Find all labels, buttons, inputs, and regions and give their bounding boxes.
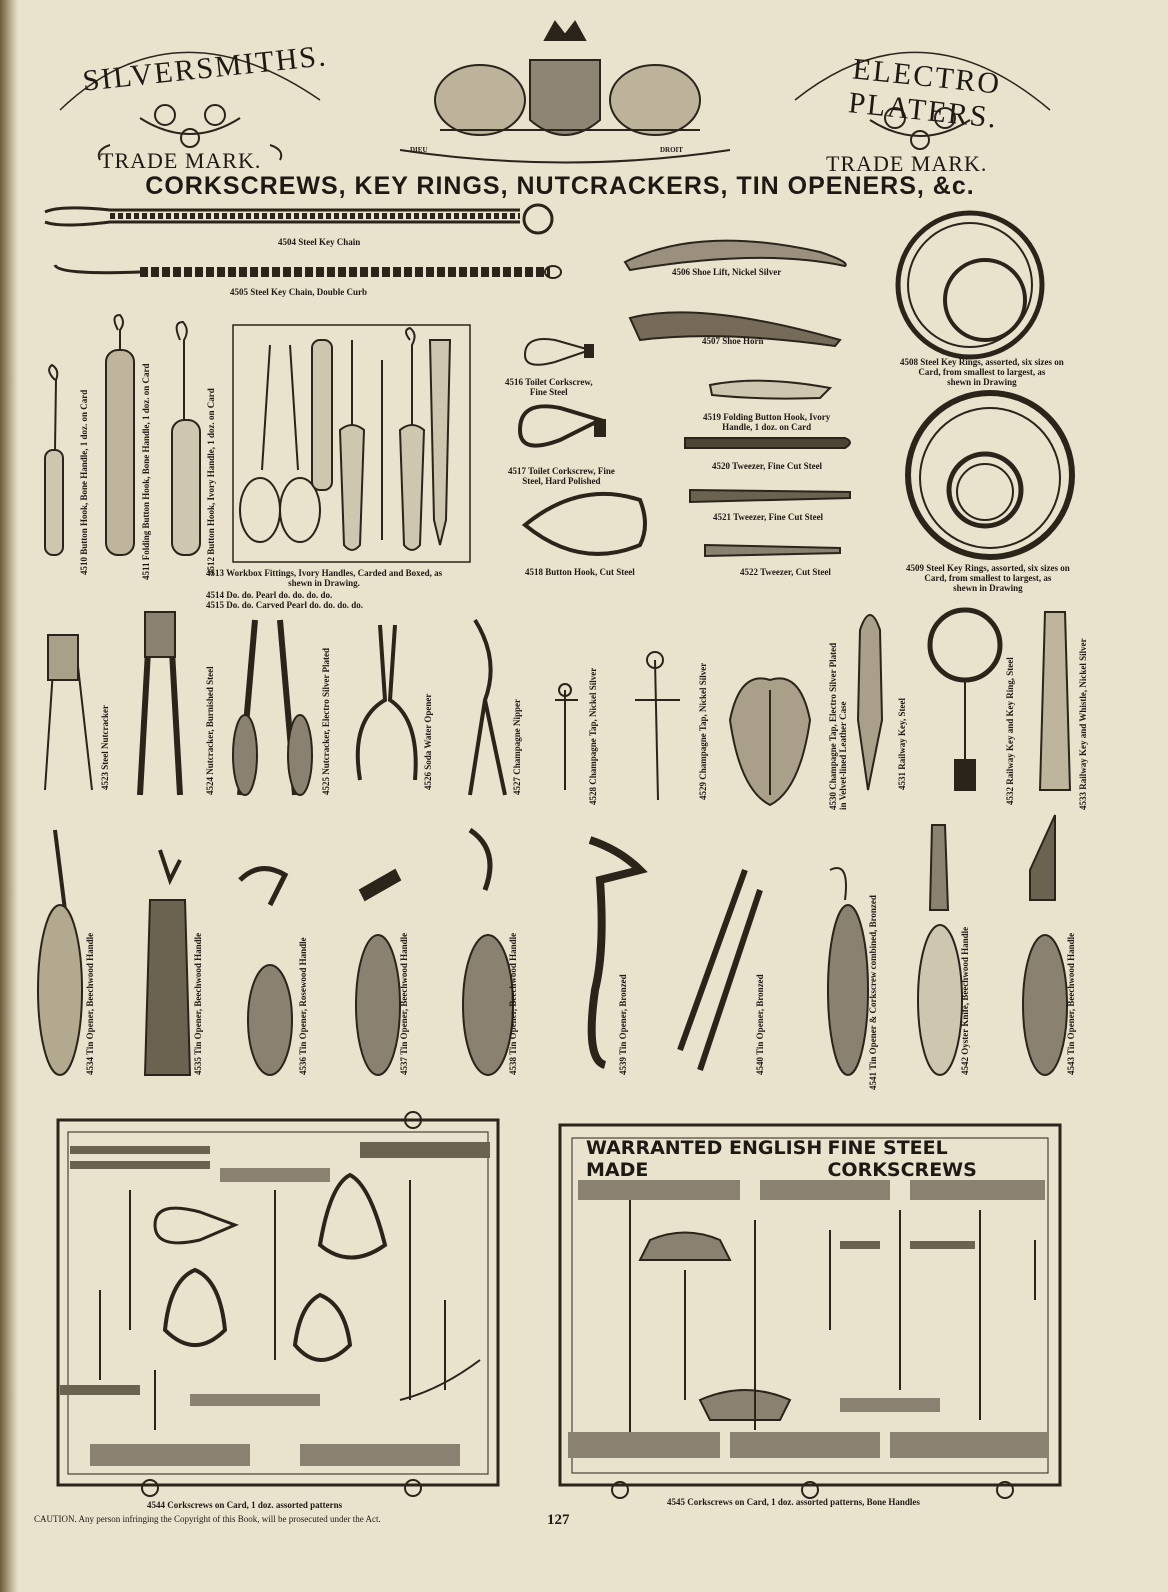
key-rings-4509: [908, 393, 1072, 557]
caption-4539: 4539 Tin Opener, Bronzed: [618, 974, 628, 1075]
caption-4541: 4541 Tin Opener & Corkscrew combined, Bronzed: [868, 895, 878, 1090]
electro-platers-arch-text: ELECTRO PLATERS.: [846, 52, 1003, 135]
tin-opener-4538: [463, 830, 513, 1075]
tin-opener-corkscrew-4541: [828, 868, 868, 1075]
caption-4527: 4527 Champagne Nipper: [512, 698, 522, 795]
caption-4505: 4505 Steel Key Chain, Double Curb: [230, 287, 368, 297]
tin-opener-4539: [590, 840, 640, 1065]
caption-4534: 4534 Tin Opener, Beechwood Handle: [85, 932, 95, 1075]
caption-4544: 4544 Corkscrews on Card, 1 doz. assorted patterns: [147, 1500, 343, 1510]
champagne-tap-case-4530: [730, 678, 810, 805]
caption-4508: 4508 Steel Key Rings, assorted, six sizes on Card, from smallest to largest, as shewn in Drawing: [900, 357, 1064, 387]
caption-4507: 4507 Shoe Horn: [702, 336, 764, 346]
nutcracker-4525: [233, 620, 312, 795]
caption-4542: 4542 Oyster Knife, Beechwood Handle: [960, 926, 970, 1075]
tin-opener-4537: [356, 870, 400, 1075]
caption-4535: 4535 Tin Opener, Beechwood Handle: [193, 932, 203, 1075]
button-hook-4510: [45, 365, 63, 555]
key-chain-4504: [45, 205, 552, 233]
champagne-nipper-4527: [470, 620, 505, 795]
champagne-tap-4528: [555, 684, 578, 790]
tweezer-4520: [685, 438, 850, 448]
left-trade-mark: TRADE MARK.: [100, 148, 262, 173]
caption-4545: 4545 Corkscrews on Card, 1 doz. assorted patterns, Bone Handles: [667, 1497, 920, 1507]
caption-4523: 4523 Steel Nutcracker: [100, 705, 110, 790]
tin-opener-4534: [38, 830, 82, 1075]
button-hook-4512: [172, 322, 200, 555]
caption-4512: 4512 Button Hook, Ivory Handle, 1 doz. on Card: [206, 388, 216, 575]
caption-4538: 4538 Tin Opener, Beechwood Handle: [508, 932, 518, 1075]
railway-key-4531: [858, 615, 882, 790]
workbox-fittings: [240, 328, 450, 550]
caption-4540: 4540 Tin Opener, Bronzed: [755, 974, 765, 1075]
railway-key-whistle-4533: [1040, 612, 1070, 790]
caption-4525: 4525 Nutcracker, Electro Silver Plated: [321, 647, 331, 795]
caption-4522: 4522 Tweezer, Cut Steel: [740, 567, 831, 577]
caption-4526: 4526 Soda Water Opener: [423, 693, 433, 790]
tin-opener-4540: [680, 870, 760, 1070]
banner-right-text: FINE STEEL CORKSCREWS: [827, 1137, 977, 1181]
caption-4529: 4529 Champagne Tap, Nickel Silver: [698, 662, 708, 800]
folding-button-hook-4519: [710, 381, 830, 399]
caption-4504: 4504 Steel Key Chain: [278, 237, 361, 247]
toilet-corkscrew-4516: [525, 339, 593, 365]
tweezer-4521: [690, 490, 850, 502]
nutcracker-4523: [45, 635, 92, 790]
tin-opener-4543: [1023, 815, 1067, 1075]
caption-4536: 4536 Tin Opener, Rosewood Handle: [298, 937, 308, 1075]
caption-4515: 4515 Do. do. Carved Pearl do. do. do. do.: [206, 600, 364, 610]
nutcracker-4524: [140, 612, 180, 795]
button-hook-4518: [525, 494, 645, 554]
tweezer-4522: [705, 545, 840, 556]
caution-notice: CAUTION. Any person infringing the Copyright of this Book, will be prosecuted under the Act.: [34, 1514, 381, 1524]
caption-4524: 4524 Nutcracker, Burnished Steel: [205, 666, 215, 795]
card-banner: [586, 1137, 1046, 1181]
caption-4519: 4519 Folding Button Hook, Ivory Handle, 1 doz. on Card: [703, 412, 831, 432]
right-trade-mark: TRADE MARK.: [826, 151, 988, 176]
caption-4514: 4514 Do. do. Pearl do. do. do. do.: [206, 590, 333, 600]
caption-4510: 4510 Button Hook, Bone Handle, 1 doz. on Card: [79, 389, 89, 575]
shoe-lift-4506: [625, 241, 846, 270]
railway-key-ring-4532: [930, 610, 1000, 790]
caption-4530: 4530 Champagne Tap, Electro Silver Plated in Velvet-lined Leather Case: [828, 642, 848, 810]
silversmiths-arch-text: SILVERSMITHS.: [81, 39, 329, 98]
caption-4520: 4520 Tweezer, Fine Cut Steel: [712, 461, 823, 471]
royal-coat-of-arms: [400, 22, 730, 163]
caption-4531: 4531 Railway Key, Steel: [897, 698, 907, 790]
caption-4533: 4533 Railway Key and Whistle, Nickel Silver: [1078, 638, 1088, 810]
page-number: 127: [547, 1512, 570, 1528]
tin-opener-4536: [240, 869, 292, 1075]
caption-4511: 4511 Folding Button Hook, Bone Handle, 1 doz. on Card: [141, 363, 151, 580]
banner-left-text: WARRANTED ENGLISH MADE: [586, 1137, 823, 1181]
caption-4516: 4516 Toilet Corkscrew, Fine Steel: [505, 377, 593, 397]
caption-4521: 4521 Tweezer, Fine Cut Steel: [713, 512, 824, 522]
corkscrew-card-4544: [58, 1112, 498, 1496]
tin-opener-4535: [145, 850, 190, 1075]
toilet-corkscrew-4517: [520, 406, 605, 445]
caption-4506: 4506 Shoe Lift, Nickel Silver: [672, 267, 782, 277]
caption-4513: 4513 Workbox Fittings, Ivory Handles, Carded and Boxed, as shewn in Drawing.: [206, 568, 443, 588]
soda-water-opener-4526: [358, 625, 416, 780]
page-title: CORKSCREWS, KEY RINGS, NUTCRACKERS, TIN OPENERS, &c.: [145, 172, 975, 200]
motto-left: DIEU: [410, 146, 428, 154]
caption-4543: 4543 Tin Opener, Beechwood Handle: [1066, 932, 1076, 1075]
caption-4528: 4528 Champagne Tap, Nickel Silver: [588, 667, 598, 805]
key-rings-4508: [898, 213, 1042, 357]
caption-4537: 4537 Tin Opener, Beechwood Handle: [399, 932, 409, 1075]
caption-4517: 4517 Toilet Corkscrew, Fine Steel, Hard Polished: [508, 466, 615, 486]
key-chain-4505: [55, 265, 561, 278]
caption-4518: 4518 Button Hook, Cut Steel: [525, 567, 635, 577]
motto-right: DROIT: [660, 146, 683, 154]
oyster-knife-4542: [918, 825, 962, 1075]
button-hook-4511: [106, 315, 134, 555]
caption-4509: 4509 Steel Key Rings, assorted, six sizes on Card, from smallest to largest, as shewn in Drawing: [906, 563, 1070, 593]
caption-4532: 4532 Railway Key and Key Ring, Steel: [1005, 657, 1015, 805]
champagne-tap-4529: [635, 652, 680, 800]
